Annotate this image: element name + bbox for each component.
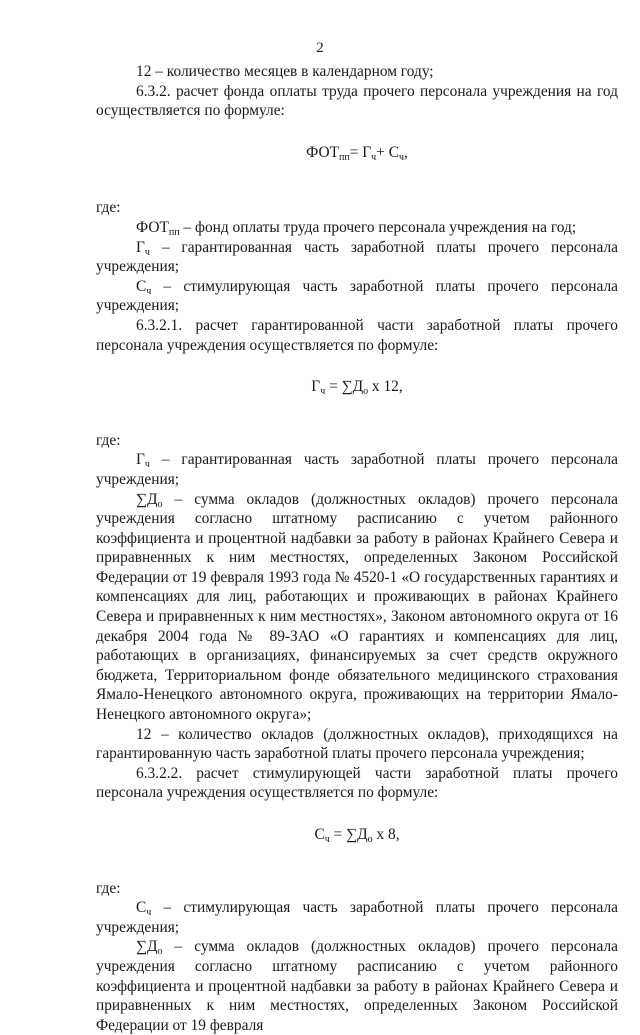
where-label-2: где:	[96, 431, 121, 449]
definition-s-2: $С_ч$ – стимулирующая часть заработной платы прочего персонала учреждения;	[96, 899, 618, 936]
definition-g-2: $Г_ч$ – гарантированная часть заработной платы прочего персонала учреждения;	[96, 451, 618, 488]
formula-g: $Г_ч = \sum Д_о$ х 12,	[311, 378, 403, 398]
formula-fot: $ФОТ_{пп}= Г_ч+ С_ч$,	[306, 143, 408, 163]
definition-sum-d-2: $\sum Д_о$ – сумма окладов (должностных окладов) прочего персонала учреждения согласно штатному расписанию с учетом районного коэффициента и процентной надбавки за работу в районах Крайнего Севера и приравненных к ним местностях, определенных Законом Российской Федерации от 19 февраля	[96, 938, 618, 1034]
formula-s: $С_ч = \sum Д_о$ х 8,	[314, 826, 400, 845]
definition-fot: $ФОТ_{пп}$ – фонд оплаты труда прочего персонала учреждения на год;	[136, 218, 577, 238]
where-label-3: где:	[96, 879, 121, 897]
paragraph-6321: 6.3.2.1. расчет гарантированной части заработной платы прочего персонала учреждения осуществляется по формуле:	[96, 316, 618, 354]
where-label-1: где:	[96, 199, 121, 217]
definition-sum-d: $\sum Д_о$ – сумма окладов (должностных окладов) прочего персонала учреждения согласно штатному расписанию с учетом районного коэффициента и процентной надбавки за работу в районах Крайнего Севера и приравненных к ним местностях, определенных Законом Российской Федерации от 19 февраля 1993 года № 4520-1 «О государственных гарантиях и компенсациях для лиц, работающих и проживающих в районах Крайнего Севера и приравненных к ним местностях», Законом автономного округа от 16 декабря 2004 года № 89-ЗАО «О гарантиях и компенсациях для лиц, работающих в организациях, финансируемых за счет средств окружного бюджета, Территориальном фонде обязательного медицинского страхования Ямало-Ненецкого автономного округа, проживающих на территории Ямало-Ненецкого автономного округа»;	[96, 490, 618, 724]
page-number: 2	[316, 40, 324, 56]
paragraph-months: 12 – количество месяцев в календарном году;	[136, 63, 434, 80]
paragraph-6322: 6.3.2.2. расчет стимулирующей части заработной платы прочего персонала учреждения осуществляется по формуле:	[96, 764, 618, 802]
paragraph-632: 6.3.2. расчет фонда оплаты труда прочего персонала учреждения на год осуществляется по формуле:	[96, 82, 618, 120]
definition-s: $С_ч$ – стимулирующая часть заработной платы прочего персонала учреждения;	[96, 277, 618, 315]
definition-g: $Г_ч$ – гарантированная часть заработной платы прочего персонала учреждения;	[96, 238, 618, 276]
paragraph-12-salaries: 12 – количество окладов (должностных окладов), приходящихся на гарантированную часть заработной платы прочего персонала учреждения;	[96, 725, 618, 763]
document-body	[96, 62, 618, 1035]
